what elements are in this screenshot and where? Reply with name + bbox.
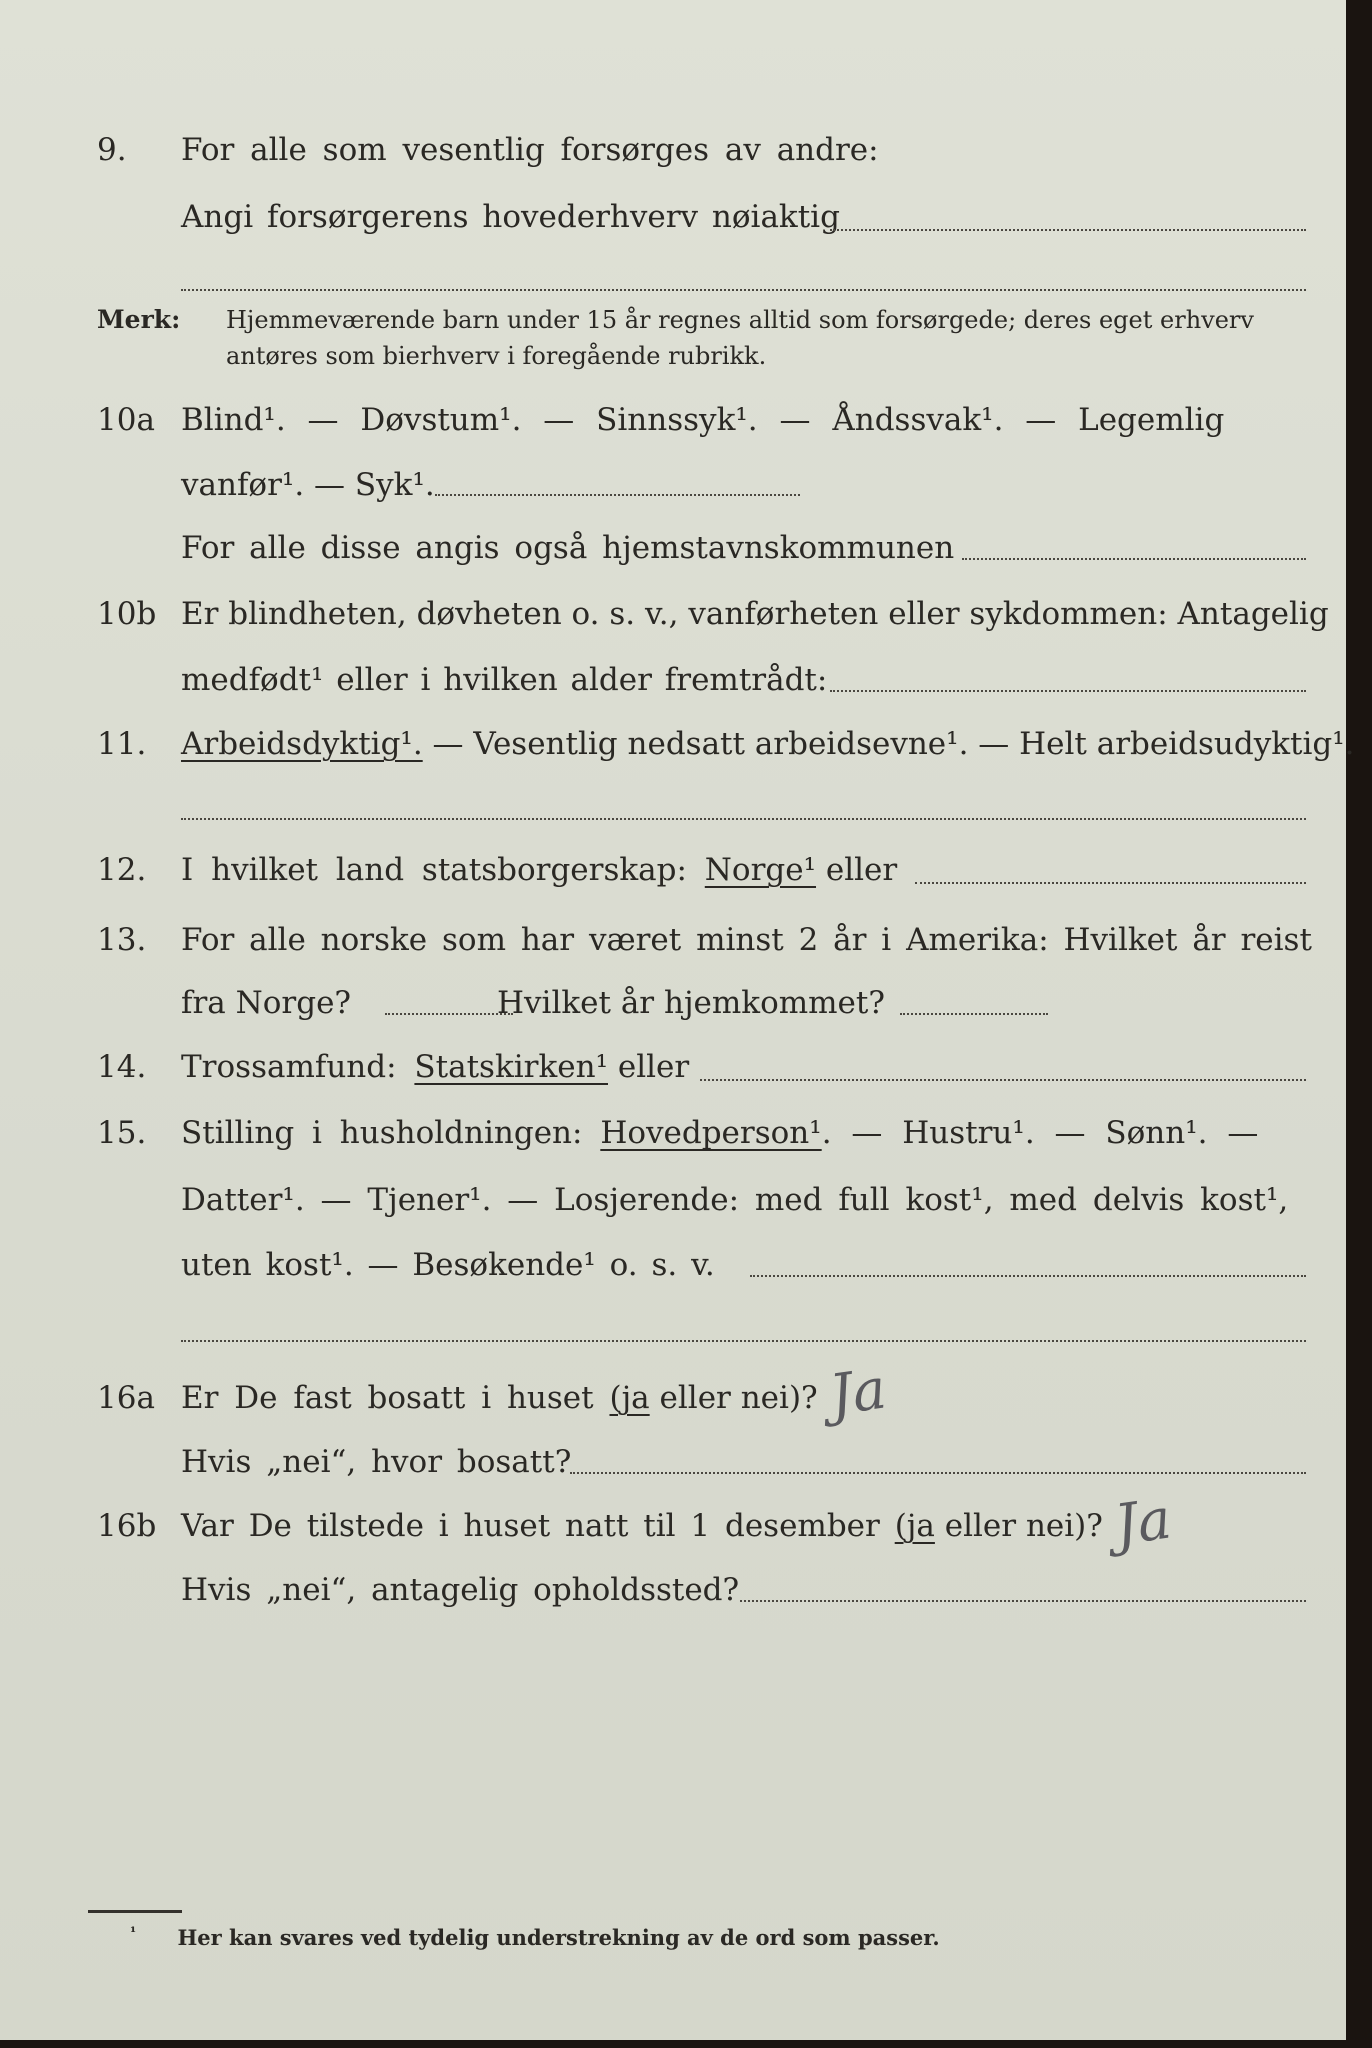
- item-text-rest: eller: [608, 1049, 690, 1085]
- item-text: For alle disse angis også hjemstavnskommunen: [181, 530, 955, 566]
- item-text: medfødt¹ eller i hvilken alder fremtrådt:: [181, 662, 828, 698]
- underlined-answer: (ja: [609, 1380, 650, 1416]
- item-text-lead: I hvilket land statsborgerskap:: [181, 852, 705, 888]
- item-text-lead: Er De fast bosatt i huset: [181, 1380, 610, 1416]
- answer-field-16b[interactable]: [740, 1600, 1306, 1602]
- item-text-rest: — Vesentlig nedsatt arbeidsevne¹. — Helt arbeidsudyktig¹.: [422, 726, 1355, 762]
- item-text-lead: Trossamfund:: [181, 1049, 415, 1085]
- item-text: [181, 1506, 1103, 1546]
- item-text-lead: Stilling i husholdningen:: [181, 1115, 601, 1151]
- answer-field-9b[interactable]: [181, 289, 1306, 291]
- item-text: [181, 1047, 689, 1087]
- note-line-1: Hjemmeværende barn under 15 år regnes alltid som forsørgede; deres eget erhverv: [226, 306, 1254, 334]
- item-text-part-b: Hvilket år hjemkommet?: [497, 985, 885, 1021]
- item-text: Blind¹. — Døvstum¹. — Sinnssyk¹. — Åndssvak¹. — Legemlig: [181, 402, 1225, 438]
- item-number: 10a: [97, 402, 155, 438]
- answer-field-13-reist[interactable]: [385, 1013, 513, 1015]
- item-text-part-a: fra Norge?: [181, 985, 352, 1021]
- item-text: For alle som vesentlig forsørges av andre:: [181, 132, 879, 168]
- answer-field-12[interactable]: [915, 882, 1306, 884]
- item-text-rest: eller: [816, 852, 898, 888]
- item-text: [181, 983, 351, 1023]
- answer-field-14[interactable]: [700, 1079, 1306, 1081]
- answer-field-13-hjemkommet[interactable]: [900, 1013, 1048, 1015]
- item-number: 14.: [97, 1049, 147, 1085]
- answer-field-15b[interactable]: [181, 1340, 1306, 1342]
- answer-field-10a-syk[interactable]: [435, 494, 800, 496]
- item-text: uten kost¹. — Besøkende¹ o. s. v.: [181, 1247, 715, 1283]
- item-number: 12.: [97, 852, 147, 888]
- item-text: [181, 850, 897, 890]
- item-number: 9.: [97, 132, 127, 168]
- note-line-2: antøres som bierhverv i foregående rubrikk.: [226, 342, 767, 370]
- item-text: Er blindheten, døvheten o. s. v., vanførheten eller sykdommen: Antagelig: [181, 596, 1329, 632]
- footnote-divider: [88, 1910, 182, 1913]
- underlined-answer: Norge¹: [704, 852, 817, 888]
- item-text: [181, 724, 1355, 764]
- note-label: Merk:: [97, 305, 181, 334]
- item-text-rest: eller nei)?: [649, 1380, 818, 1416]
- item-number: 16b: [97, 1508, 157, 1544]
- item-number: 16a: [97, 1380, 155, 1416]
- item-number: 13.: [97, 922, 147, 958]
- answer-field-10a-kommune[interactable]: [962, 558, 1306, 560]
- footnote-marker: ¹: [130, 1925, 137, 1941]
- item-text: Datter¹. — Tjener¹. — Losjerende: med full kost¹, med delvis kost¹,: [181, 1182, 1289, 1218]
- answer-field-11[interactable]: [181, 818, 1306, 820]
- underlined-answer: (ja: [894, 1508, 935, 1544]
- handwritten-answer-16a: Ja: [825, 1356, 891, 1429]
- item-text: Angi forsørgerens hovederhverv nøiaktig: [181, 199, 840, 235]
- item-text: For alle norske som har været minst 2 år i Amerika: Hvilket år reist: [181, 922, 1312, 958]
- item-text: [181, 1113, 1258, 1153]
- item-text: Hvis „nei“, hvor bosatt?: [181, 1444, 572, 1480]
- answer-field-16a[interactable]: [570, 1472, 1306, 1474]
- underlined-answer: Statskirken¹: [414, 1049, 608, 1085]
- item-text: [181, 1378, 818, 1418]
- handwritten-answer-16b: Ja: [1110, 1486, 1176, 1559]
- item-text-rest: eller nei)?: [934, 1508, 1103, 1544]
- item-text-rest: . — Hustru¹. — Sønn¹. —: [821, 1115, 1259, 1151]
- item-text: Hvis „nei“, antagelig opholdssted?: [181, 1572, 740, 1608]
- item-number: 10b: [97, 596, 157, 632]
- underlined-answer: Hovedperson¹: [600, 1115, 822, 1151]
- answer-field-10b[interactable]: [830, 690, 1306, 692]
- footnote: [130, 1925, 940, 1950]
- item-number: 11.: [97, 726, 147, 762]
- underlined-answer: Arbeidsdyktig¹.: [181, 726, 423, 762]
- item-number: 15.: [97, 1115, 147, 1151]
- item-text-lead: Var De tilstede i huset natt til 1 desember: [181, 1508, 895, 1544]
- answer-field-9[interactable]: [830, 229, 1306, 231]
- item-text: vanfør¹. — Syk¹.: [181, 467, 435, 503]
- answer-field-15[interactable]: [750, 1275, 1306, 1277]
- footnote-text: Her kan svares ved tydelig understrekning av de ord som passer.: [177, 1925, 940, 1950]
